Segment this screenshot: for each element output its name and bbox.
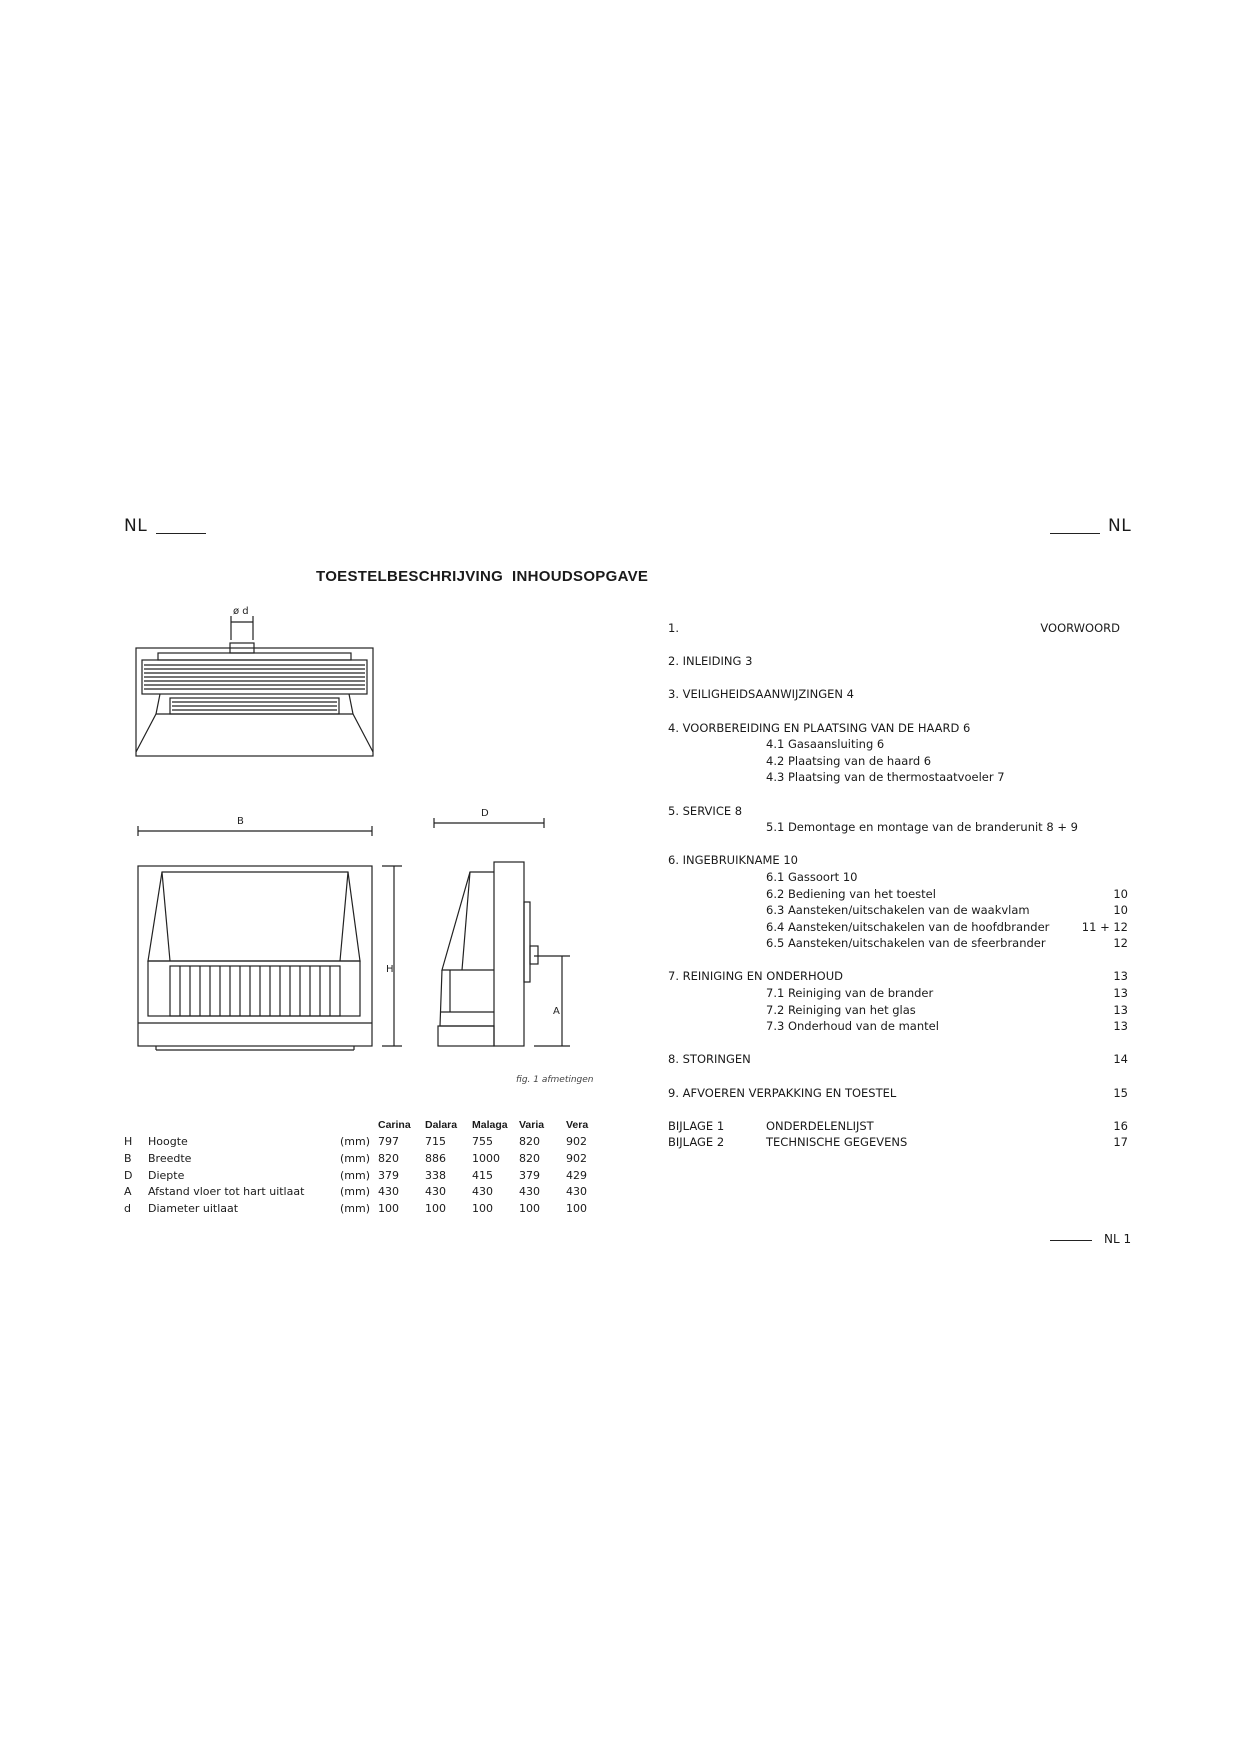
- cell-value: 902: [566, 1135, 587, 1149]
- toc-entry-bijlage-1[interactable]: [668, 1118, 1128, 1135]
- cell-value: 430: [472, 1185, 493, 1199]
- toc-title: 5.1 Demontage en montage van de branderunit 8 + 9: [766, 820, 1078, 835]
- toc-number: 1.: [668, 621, 679, 635]
- toc-title: 7.3 Onderhoud van de mantel: [766, 1019, 939, 1034]
- cell-value: 820: [519, 1151, 540, 1165]
- row-name: Diameter uitlaat: [148, 1201, 239, 1215]
- cell-value: 820: [519, 1135, 540, 1149]
- toc-entry-6-1[interactable]: [668, 869, 1128, 886]
- toc-entry-5[interactable]: [668, 803, 1128, 820]
- footer-page-label: NL 1: [1104, 1232, 1132, 1246]
- toc-page: 10: [1113, 886, 1128, 901]
- toc-entry-6-3[interactable]: [668, 902, 1128, 919]
- top-view-drawing: [136, 616, 373, 756]
- toc-title: 7.2 Reiniging van het glas: [766, 1002, 916, 1017]
- cell-value: 902: [566, 1151, 587, 1165]
- toc-entry-7[interactable]: [668, 968, 1128, 985]
- cell-value: 338: [425, 1168, 446, 1182]
- header-right-rule: [1050, 533, 1100, 534]
- column-header: Vera: [566, 1119, 589, 1132]
- toc-title: 9. AFVOEREN VERPAKKING EN TOESTEL: [668, 1085, 897, 1100]
- row-name: Afstand vloer tot hart uitlaat: [148, 1185, 305, 1199]
- header-right-label: NL: [1108, 516, 1132, 536]
- toc-page: 14: [1113, 1052, 1128, 1067]
- cell-value: 429: [566, 1168, 587, 1182]
- row-key: d: [124, 1201, 131, 1215]
- toc-entry-8[interactable]: [668, 1051, 1128, 1068]
- toc-page: 13: [1113, 1002, 1128, 1017]
- toc-entry-7-1[interactable]: [668, 985, 1128, 1002]
- row-key: H: [124, 1135, 133, 1149]
- toc-title: 4. VOORBEREIDING EN PLAATSING VAN DE HAARD 6: [668, 720, 971, 735]
- table-header-row: [124, 1117, 613, 1134]
- toc-title: TECHNISCHE GEGEVENS: [766, 1135, 908, 1150]
- table-row: [124, 1167, 613, 1184]
- cell-value: 430: [519, 1185, 540, 1199]
- toc-entry-4-1[interactable]: [668, 736, 1128, 753]
- header-left-rule: [156, 533, 206, 534]
- toc-entry-1[interactable]: [668, 620, 1128, 637]
- toc-page: 10: [1113, 903, 1128, 918]
- column-header: Malaga: [472, 1119, 508, 1132]
- cell-value: 755: [472, 1135, 493, 1149]
- toc-entry-bijlage-2[interactable]: [668, 1134, 1128, 1151]
- label-diameter: ø d: [233, 606, 249, 617]
- cell-value: 430: [425, 1185, 446, 1199]
- toc-entry-6-4[interactable]: [668, 919, 1128, 936]
- row-unit: (mm): [340, 1151, 371, 1165]
- table-row: [124, 1150, 613, 1167]
- cell-value: 100: [472, 1201, 493, 1215]
- header-left-label: NL: [124, 516, 148, 536]
- row-key: D: [124, 1168, 133, 1182]
- column-header: Carina: [378, 1119, 411, 1132]
- toc-label: BIJLAGE 1: [668, 1118, 725, 1133]
- toc-entry-2[interactable]: [668, 653, 1128, 670]
- cell-value: 430: [378, 1185, 399, 1199]
- cell-value: 797: [378, 1135, 399, 1149]
- label-outlet-A: A: [553, 1006, 560, 1017]
- toc-title: 8. STORINGEN: [668, 1052, 751, 1067]
- cell-value: 1000: [472, 1151, 500, 1165]
- toc-title: 4.3 Plaatsing van de thermostaatvoeler 7: [766, 770, 1005, 785]
- toc-title: 6. INGEBRUIKNAME 10: [668, 853, 798, 868]
- toc-page: 11 + 12: [1081, 919, 1128, 934]
- column-header: Varia: [519, 1119, 545, 1132]
- toc-title: ONDERDELENLIJST: [766, 1118, 874, 1133]
- row-name: Hoogte: [148, 1135, 188, 1149]
- toc-page: 13: [1113, 986, 1128, 1001]
- row-name: Diepte: [148, 1168, 185, 1182]
- table-row: [124, 1200, 613, 1217]
- cell-value: 100: [378, 1201, 399, 1215]
- table-row: [124, 1183, 613, 1200]
- toc-entry-9[interactable]: [668, 1085, 1128, 1102]
- toc-entry-6-5[interactable]: [668, 935, 1128, 952]
- dimension-drawings: [120, 600, 720, 1060]
- label-depth-D: D: [481, 808, 489, 819]
- cell-value: 430: [566, 1185, 587, 1199]
- toc-page: 15: [1113, 1085, 1128, 1100]
- toc-title: 7.1 Reiniging van de brander: [766, 986, 934, 1001]
- toc-title: 4.2 Plaatsing van de haard 6: [766, 753, 932, 768]
- toc-entry-4-2[interactable]: [668, 753, 1128, 770]
- row-unit: (mm): [340, 1201, 371, 1215]
- toc-entry-3[interactable]: [668, 686, 1128, 703]
- row-key: A: [124, 1185, 132, 1199]
- row-key: B: [124, 1151, 132, 1165]
- dimensions-table: [124, 1117, 613, 1217]
- cell-value: 100: [425, 1201, 446, 1215]
- toc-entry-7-3[interactable]: [668, 1018, 1128, 1035]
- toc-entry-6[interactable]: [668, 852, 1128, 869]
- toc-page: 13: [1113, 1019, 1128, 1034]
- cell-value: 886: [425, 1151, 446, 1165]
- side-view-drawing: [434, 818, 570, 1046]
- toc-title: VOORWOORD: [1040, 621, 1120, 635]
- row-name: Breedte: [148, 1151, 192, 1165]
- table-of-contents: [668, 620, 1128, 1151]
- toc-entry-6-2[interactable]: [668, 886, 1128, 903]
- toc-title: 6.4 Aansteken/uitschakelen van de hoofdbrander: [766, 919, 1050, 934]
- cell-value: 100: [566, 1201, 587, 1215]
- page-title: TOESTELBESCHRIJVING INHOUDSOPGAVE: [316, 568, 649, 585]
- label-width-B: B: [237, 816, 244, 827]
- table-row: [124, 1134, 613, 1151]
- toc-page: 17: [1113, 1135, 1128, 1150]
- row-unit: (mm): [340, 1168, 371, 1182]
- toc-entry-7-2[interactable]: [668, 1002, 1128, 1019]
- figure-caption: fig. 1 afmetingen: [516, 1075, 594, 1085]
- toc-title: 2. INLEIDING 3: [668, 654, 753, 669]
- row-unit: (mm): [340, 1135, 371, 1149]
- toc-page: 12: [1113, 936, 1128, 951]
- toc-entry-4-3[interactable]: [668, 769, 1128, 786]
- cell-value: 820: [378, 1151, 399, 1165]
- toc-page: 16: [1113, 1118, 1128, 1133]
- column-header: Dalara: [425, 1119, 458, 1132]
- cell-value: 379: [378, 1168, 399, 1182]
- toc-title: 3. VEILIGHEIDSAANWIJZINGEN 4: [668, 687, 854, 702]
- toc-title: 4.1 Gasaansluiting 6: [766, 737, 885, 752]
- toc-title: 6.3 Aansteken/uitschakelen van de waakvlam: [766, 903, 1030, 918]
- front-view-drawing: [138, 826, 402, 1050]
- cell-value: 379: [519, 1168, 540, 1182]
- toc-entry-4[interactable]: [668, 720, 1128, 737]
- toc-entry-5-1[interactable]: [668, 819, 1128, 836]
- toc-title: 6.2 Bediening van het toestel: [766, 886, 936, 901]
- row-unit: (mm): [340, 1185, 371, 1199]
- toc-title: 6.1 Gassoort 10: [766, 869, 858, 884]
- toc-title: 7. REINIGING EN ONDERHOUD: [668, 969, 844, 984]
- cell-value: 100: [519, 1201, 540, 1215]
- toc-title: 6.5 Aansteken/uitschakelen van de sfeerbrander: [766, 936, 1046, 951]
- cell-value: 415: [472, 1168, 493, 1182]
- toc-title: 5. SERVICE 8: [668, 803, 743, 818]
- toc-label: BIJLAGE 2: [668, 1135, 725, 1150]
- cell-value: 715: [425, 1135, 446, 1149]
- toc-page: 13: [1113, 969, 1128, 984]
- footer-rule: [1050, 1240, 1092, 1241]
- label-height-H: H: [386, 964, 394, 975]
